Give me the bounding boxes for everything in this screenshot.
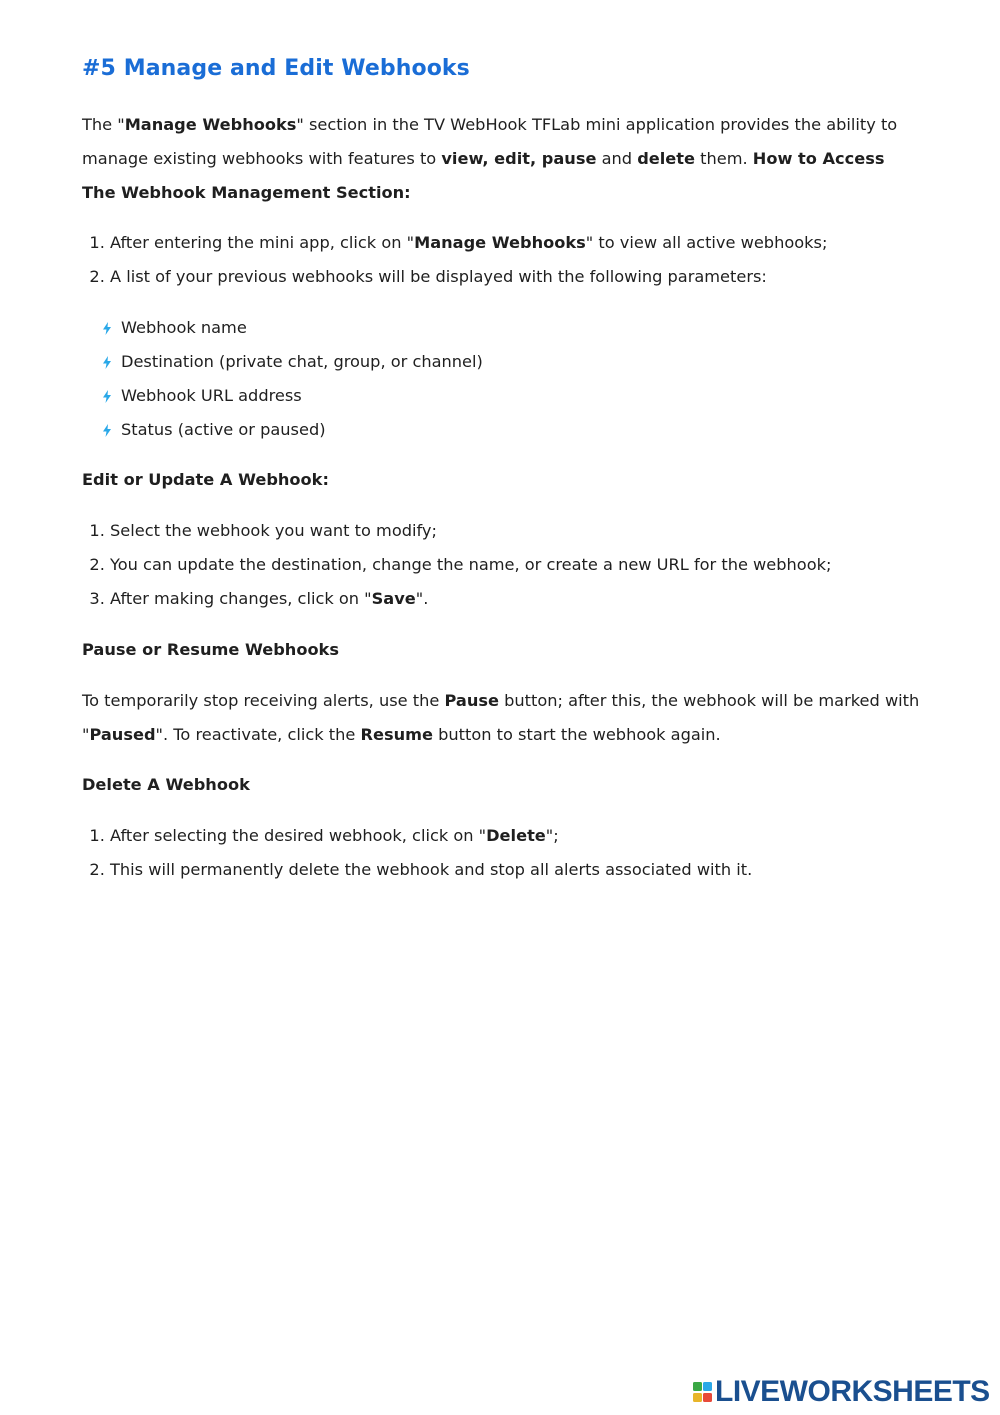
intro-bold-3: delete xyxy=(637,149,695,168)
list-item: Webhook URL address xyxy=(102,379,483,413)
intro-text-3: and xyxy=(596,149,638,168)
list-item: 2. You can update the destination, change the name, or create a new URL for the webhook; xyxy=(110,548,831,582)
list-item: 3. After making changes, click on "Save". xyxy=(110,582,831,616)
intro-bold-1: Manage Webhooks xyxy=(124,115,297,134)
list-item: 2. This will permanently delete the webhook and stop all alerts associated with it. xyxy=(110,853,752,887)
delete-heading: Delete A Webhook xyxy=(82,775,250,794)
access-steps-list xyxy=(82,226,827,294)
list-item: Destination (private chat, group, or channel) xyxy=(102,345,483,379)
intro-text-4: them. xyxy=(695,149,753,168)
parameters-list xyxy=(102,311,483,447)
delete-steps-list xyxy=(82,819,752,887)
access-heading: How to Access The Webhook Management Section: xyxy=(82,149,885,202)
intro-paragraph xyxy=(82,108,922,210)
lightning-bolt-icon xyxy=(102,356,112,369)
list-item: 2. A list of your previous webhooks will be displayed with the following parameters: xyxy=(110,260,827,294)
list-item: 1. After selecting the desired webhook, click on "Delete"; xyxy=(110,819,752,853)
lightning-bolt-icon xyxy=(102,424,112,437)
pause-heading: Pause or Resume Webhooks xyxy=(82,640,339,659)
list-item: 1. After entering the mini app, click on "Manage Webhooks" to view all active webhooks; xyxy=(110,226,827,260)
intro-text-2: " section in the TV WebHook TFLab mini application provides the ability to manage existing webhooks with features to xyxy=(82,115,898,168)
list-item: Status (active or paused) xyxy=(102,413,483,447)
list-item: 1. Select the webhook you want to modify; xyxy=(110,514,831,548)
liveworksheets-logo-icon xyxy=(693,1380,713,1404)
lightning-bolt-icon xyxy=(102,390,112,403)
pause-paragraph: To temporarily stop receiving alerts, use the Pause button; after this, the webhook will be marked with "Paused". To reactivate, click the Resume button to start the webhook again. xyxy=(82,691,920,744)
edit-steps-list xyxy=(82,514,831,616)
liveworksheets-logo xyxy=(693,1375,990,1409)
page-title: #5 Manage and Edit Webhooks xyxy=(82,56,470,81)
intro-bold-2: view, edit, pause xyxy=(441,149,597,168)
lightning-bolt-icon xyxy=(102,322,112,335)
logo-text: LIVEWORKSHEETS xyxy=(715,1375,990,1408)
list-item: Webhook name xyxy=(102,311,483,345)
edit-heading: Edit or Update A Webhook: xyxy=(82,470,329,489)
intro-text-1: The " xyxy=(82,115,125,134)
